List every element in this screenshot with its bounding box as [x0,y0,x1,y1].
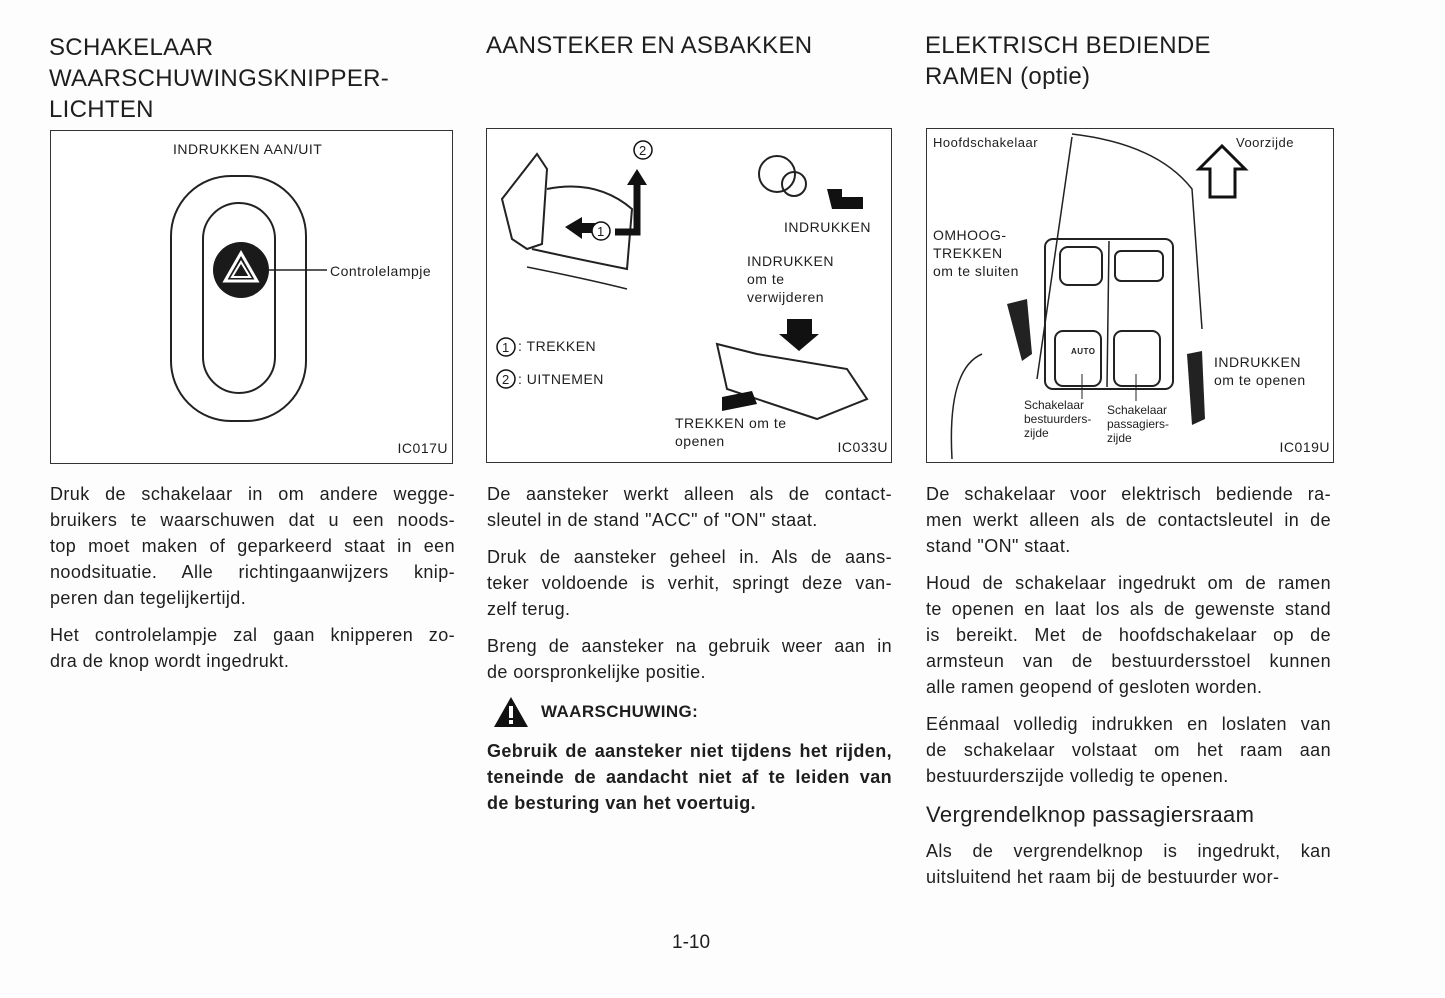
text-line: Breng de aansteker na gebruik weer aan in [487,636,892,656]
text-line: Eénmaal volledig indrukken en loslaten van [926,714,1331,734]
text-line: stand "ON" staat. [926,536,1071,556]
text-line: dra de knop wordt ingedrukt. [50,651,290,671]
text-line: is bereikt. Met de hoofdschakelaar op de [926,625,1331,645]
driver-switch-label [1024,398,1091,440]
hazard-switch-illustration [51,131,452,463]
label-line: INDRUKKEN [1214,354,1301,370]
text-line: de oorspronkelijke positie. [487,662,706,682]
warning-title: WAARSCHUWING: [541,702,699,721]
step-1-number: 1 [597,224,605,239]
legend-pull: : TREKKEN [518,338,597,354]
press-on-off-label: INDRUKKEN AAN/UIT [173,141,323,157]
figure-hazard-switch [50,130,453,464]
text-line: De aansteker werkt alleen als de contact- [487,484,892,504]
text-line: men werkt alleen als de contactsleutel in de [926,510,1331,530]
text-line: alle ramen geopend of gesloten worden. [926,677,1263,697]
text-line: armsteun van de bestuurdersstoel kunnen [926,651,1331,671]
pull-up-to-close-label [933,226,1019,280]
press-to-remove-label [747,252,834,306]
label-line: verwijderen [747,289,825,305]
heading-lighter [486,30,812,61]
passenger-switch-label [1107,403,1169,445]
paragraph [926,711,1331,789]
label-line: zijde [1024,426,1049,440]
label-line: bestuurders- [1024,412,1092,426]
text-line: top moet maken of geparkeerd staat in een [50,536,455,556]
figure-lighter-ashtray [486,128,892,463]
text-line: Het controlelampje zal gaan knipperen zo- [50,625,455,645]
text-line: Als de vergrendelknop is ingedrukt, kan [926,841,1331,861]
heading-line: LICHTEN [49,96,154,123]
paragraph [50,481,455,611]
label-line: Schakelaar [1107,403,1168,417]
press-label: INDRUKKEN [784,219,871,235]
warning-header [493,696,892,728]
label-line: INDRUKKEN [747,253,834,269]
heading-line: WAARSCHUWINGSKNIPPER- [49,65,390,92]
figure-code: IC017U [397,440,448,456]
label-line: TREKKEN om te [675,415,787,431]
warning-triangle-icon [493,696,529,728]
text-line: bruikers te waarschuwen dat u een noods- [50,510,455,530]
paragraph [487,633,892,685]
text-line: sleutel in de stand "ACC" of "ON" staat. [487,510,818,530]
text-line: te openen en laat los als de gewenste stand [926,599,1331,619]
power-windows-text [926,481,1331,901]
indicator-lamp-label: Controlelampje [330,263,432,279]
paragraph [926,570,1331,700]
figure-power-windows [926,128,1334,463]
paragraph [487,544,892,622]
main-switch-label: Hoofdschakelaar [933,135,1039,150]
legend-remove: : UITNEMEN [518,371,604,387]
text-line: Gebruik de aansteker niet tijdens het rijden, [487,741,892,761]
label-line: om te [747,271,785,287]
hazard-text [50,481,455,685]
label-line: zijde [1107,431,1132,445]
text-line: bestuurderszijde volledig te openen. [926,766,1229,786]
text-line: De schakelaar voor elektrisch bediende ra- [926,484,1331,504]
figure-code: IC033U [837,439,888,455]
page-number: 1-10 [672,932,711,953]
paragraph [926,838,1331,890]
pull-to-open-label [675,414,787,450]
lighter-text [487,481,892,827]
text-line: teker voldoende is verhit, springt deze van- [487,573,892,593]
text-line: de schakelaar volstaat om het raam aan [926,740,1331,760]
subheading-passenger-lock: Vergrendelknop passagiersraam [926,802,1255,827]
auto-label: AUTO [1071,347,1096,356]
text-line: teneinde de aandacht niet af te leiden van [487,767,892,787]
text-line: Druk de aansteker geheel in. Als de aans- [487,547,892,567]
label-line: TREKKEN [933,245,1003,261]
label-line: Schakelaar [1024,398,1085,412]
text-line: peren dan tegelijkertijd. [50,588,247,608]
text-line: Druk de schakelaar in om andere wegge- [50,484,455,504]
heading-line: SCHAKELAAR [49,34,214,61]
paragraph [487,481,892,533]
text-line: Houd de schakelaar ingedrukt om de ramen [926,573,1331,593]
press-to-open-label [1214,353,1306,389]
text-line: uitsluitend het raam bij de bestuurder wor- [926,867,1280,887]
label-line: passagiers- [1107,417,1170,431]
label-line: om te sluiten [933,263,1019,279]
heading-line: AANSTEKER EN ASBAKKEN [486,32,813,59]
front-label: Voorzijde [1236,135,1294,150]
paragraph [50,622,455,674]
heading-line: ELEKTRISCH BEDIENDE [925,32,1211,59]
label-line: openen [675,433,725,449]
warning-text [487,738,892,816]
figure-code: IC019U [1279,439,1330,455]
text-line: zelf terug. [487,599,571,619]
step-2-number: 2 [639,143,647,158]
heading-line: RAMEN (optie) [925,63,1091,90]
heading-power-windows [925,30,1211,92]
legend-1-number: 1 [502,340,510,355]
heading-hazard-switch [49,32,389,125]
label-line: om te openen [1214,372,1306,388]
text-line: noodsituatie. Alle richtingaanwijzers knip- [50,562,455,582]
label-line: OMHOOG- [933,227,1007,243]
paragraph [926,481,1331,559]
legend-2-number: 2 [502,372,510,387]
text-line: de besturing van het voertuig. [487,793,757,813]
